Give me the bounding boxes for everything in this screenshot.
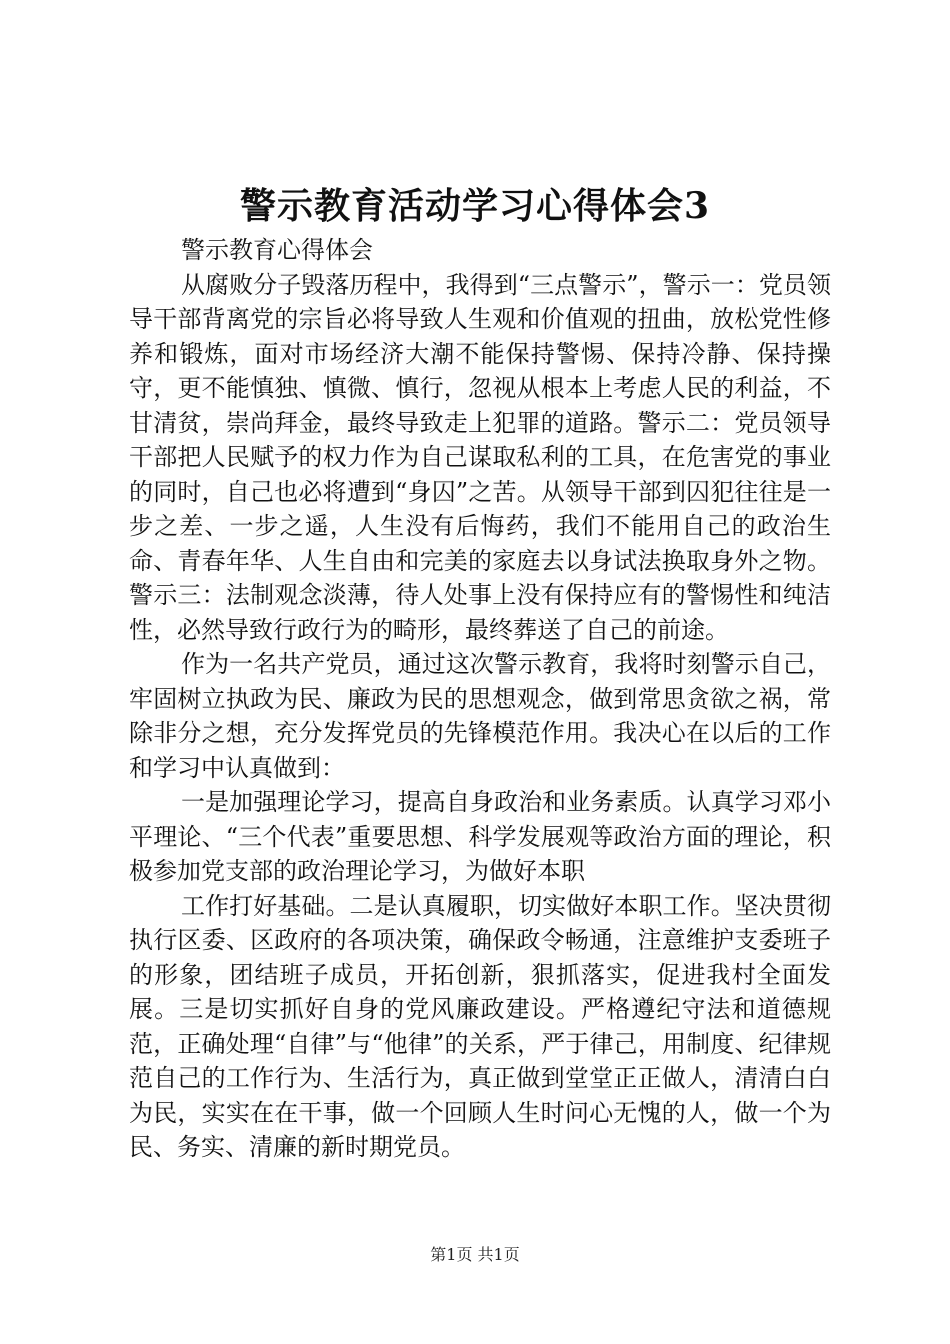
paragraph-warnings: 从腐败分子毁落历程中，我得到“三点警示”，警示一：党员领导干部背离党的宗旨必将导致人生观和价值观的扭曲，放松党性修养和锻炼，面对市场经济大潮不能保持警惕、保持冷静、保持操守，更不能慎独、慎微、慎行，忽视从根本上考虑人民的利益，不甘清贫，崇尚拜金，最终导致走上犯罪的道路。警示二：党员领导干部把人民赋予的权力作为自己谋取私利的工具，在危害党的事业的同时，自己也必将遭到“身囚”之苦。从领导干部到囚犯往往是一步之差、一步之遥，人生没有后悔药，我们不能用自己的政治生命、青春年华、人生自由和完美的家庭去以身试法换取身外之物。警示三：法制观念淡薄，待人处事上没有保持应有的警惕性和纯洁性，必然导致行政行为的畸形，最终葬送了自己的前途。 <box>129 270 831 644</box>
paragraph-duties: 工作打好基础。二是认真履职，切实做好本职工作。坚决贯彻执行区委、区政府的各项决策，确保政令畅通，注意维护支委班子的形象，团结班子成员，开拓创新，狠抓落实，促进我村全面发展。三是切实抓好自身的党风廉政建设。严格遵纪守法和道德规范，正确处理“自律”与“他律”的关系，严于律己，用制度、纪律规范自己的工作行为、生活行为，真正做到堂堂正正做人，清清白白为民，实实在在干事，做一个回顾人生时问心无愧的人，做一个为民、务实、清廉的新时期党员。 <box>129 891 831 1161</box>
document-body <box>129 233 831 1165</box>
paragraph-subtitle: 警示教育心得体会 <box>181 236 373 264</box>
paragraph-theory-study: 一是加强理论学习，提高自身政治和业务素质。认真学习邓小平理论、“三个代表”重要思想、科学发展观等政治方面的理论，积极参加党支部的政治理论学习，为做好本职 <box>129 788 831 885</box>
page-footer: 第1页 共1页 <box>430 1245 520 1264</box>
document-title: 警示教育活动学习心得体会3 <box>239 185 711 227</box>
paragraph-resolution: 作为一名共产党员，通过这次警示教育，我将时刻警示自己，牢固树立执政为民、廉政为民的思想观念，做到常思贪欲之祸，常除非分之想，充分发挥党员的先锋模范作用。我决心在以后的工作和学习中认真做到： <box>129 650 831 782</box>
